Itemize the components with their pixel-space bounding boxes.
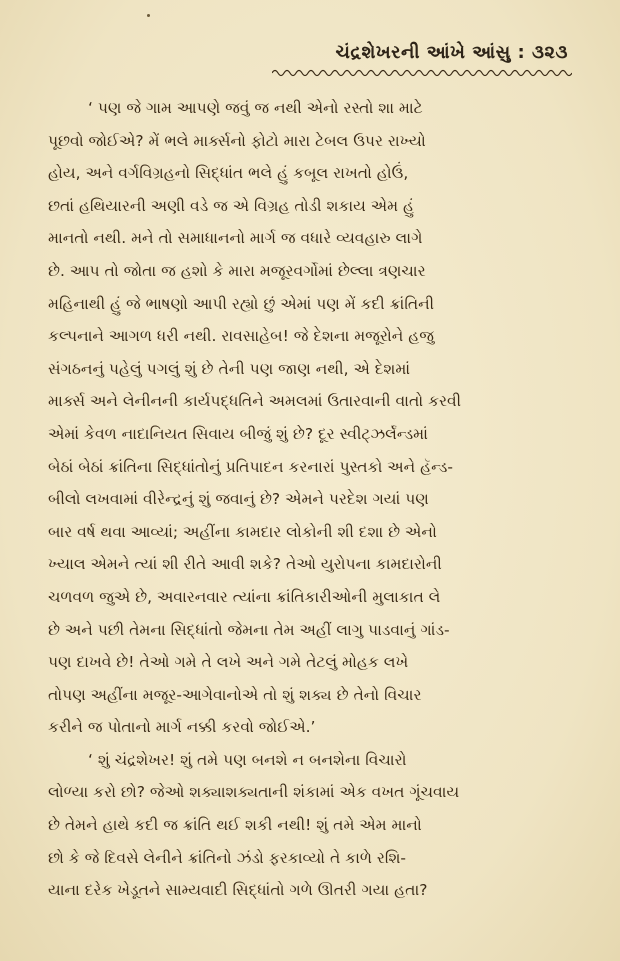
text-line: માર્ક્સ અને લેનીનની કાર્યપદ્ધતિને અમલમાં ઉતારવાની વાતો કરવી — [48, 392, 462, 411]
running-header: ચંદ્રશેખરની આંખે આંસુ : ૩૨૩ — [335, 42, 568, 63]
text-line: સંગઠનનું પહેલું પગલું શું છે તેની પણ જાણ નથી, એ દેશમાં — [48, 359, 411, 378]
text-line: બાર વર્ષ થવા આવ્યાં; અહીંના કામદાર લોકોની શી દશા છે એનો — [48, 522, 437, 541]
text-line: યાના દરેક ખેડૂતને સામ્યવાદી સિદ્ધાંતો ગળે ઊતરી ગયા હતા? — [48, 881, 428, 900]
text-line: ‘ પણ જે ગામ આપણે જવું જ નથી એનો રસ્તો શા માટે — [88, 99, 423, 117]
paragraph-2 — [48, 744, 578, 907]
text-line: છે. આપ તો જોતા જ હશો કે મારા મજૂરવર્ગોમાં છેલ્લા ત્રણચાર — [48, 261, 426, 280]
text-line: મહિનાથી હું જે ભાષણો આપી રહ્યો છું એમાં પણ મેં કદી ક્રાંતિની — [48, 294, 435, 313]
text-line: પૂછવો જોઈએ? મેં ભલે માર્ક્સનો ફોટો મારા ટેબલ ઉપર રાખ્યો — [48, 131, 426, 150]
text-line: એમાં કેવળ નાદાનિયત સિવાય બીજું શું છે? દૂર સ્વીટ્ઝર્લૅન્ડમાં — [48, 424, 428, 443]
text-line: લોળ્યા કરો છો? જેઓ શક્યાશક્યતાની શંકામાં એક વખત ગૂંચવાય — [48, 783, 460, 802]
text-line: માનતો નથી. મને તો સમાધાનનો માર્ગ જ વધારે વ્યવહારુ લાગે — [48, 229, 423, 248]
text-line: ખ્યાલ એમને ત્યાં શી રીતે આવી શકે? તેઓ યુરોપના કામદારોની — [48, 555, 442, 574]
header-wavy-rule — [272, 68, 572, 78]
text-line: હોય, અને વર્ગવિગ્રહનો સિદ્ધાંત ભલે હું કબૂલ રાખતો હોઉં, — [48, 164, 409, 183]
text-line: છે તેમને હાથે કદી જ ક્રાંતિ થઈ શકી નથી! શું તમે એમ માનો — [48, 816, 422, 835]
text-line: ‘ શું ચંદ્રશેખર! શું તમે પણ બનશે ન બનશેના વિચારો — [88, 750, 407, 769]
text-line: ચળવળ જુએ છે, અવારનવાર ત્યાંના ક્રાંતિકારીઓની મુલાકાત લે — [48, 587, 441, 606]
text-line: છે અને પછી તેમના સિદ્ધાંતો જેમના તેમ અહીં લાગુ પાડવાનું ગાંડ- — [48, 620, 450, 639]
text-line: તોપણ અહીંના મજૂર-આગેવાનોએ તો શું શક્ય છે તેનો વિચાર — [48, 685, 422, 704]
text-line: છતાં હથિયારની અણી વડે જ એ વિગ્રહ તોડી શકાય એમ હું — [48, 196, 414, 215]
text-line: પણ દાખવે છે! તેઓ ગમે તે લખે અને ગમે તેટલું મોહક લખે — [48, 653, 409, 672]
paragraph-1 — [48, 92, 578, 744]
text-line: છો કે જે દિવસે લેનીને ક્રાંતિનો ઝંડો ફરકાવ્યો તે કાળે રશિ- — [48, 848, 406, 867]
body-text — [48, 92, 578, 907]
text-line: કલ્પનાને આગળ ધરી નથી. રાવસાહેબ! જે દેશના મજૂરોને હજુ — [48, 327, 434, 346]
text-line: બીલો લખવામાં વીરેન્દ્રનું શું જવાનું છે? એમને પરદેશ ગયાં પણ — [48, 490, 429, 509]
text-line: કરીને જ પોતાનો માર્ગ નક્કી કરવો જોઈએ.’ — [48, 718, 316, 737]
ink-speck — [147, 14, 150, 17]
text-line: બેઠાં બેઠાં ક્રાંતિના સિદ્ધાંતોનું પ્રતિપાદન કરનારાં પુસ્તકો અને હૅન્ડ- — [48, 457, 453, 476]
